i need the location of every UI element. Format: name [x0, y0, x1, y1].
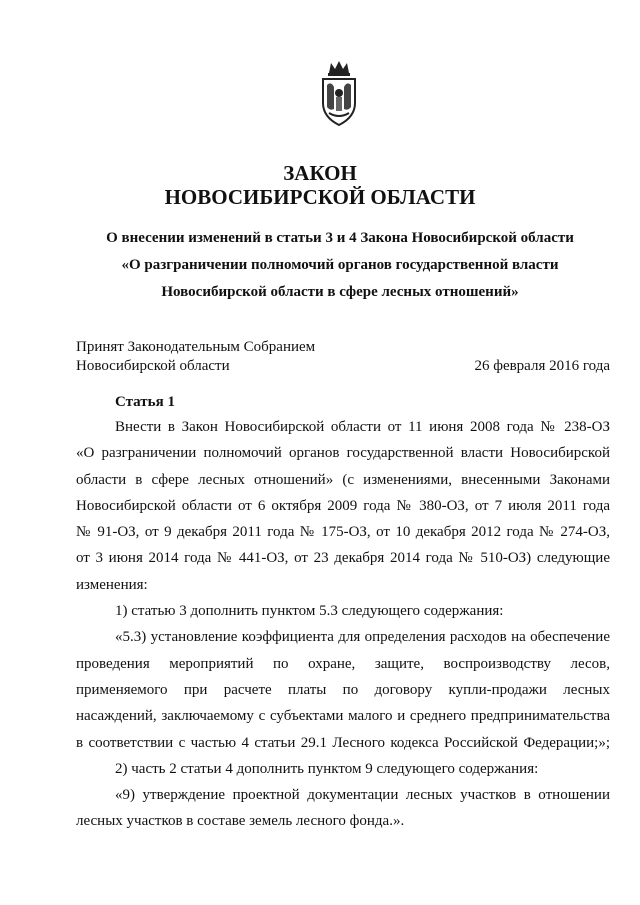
article-body	[76, 414, 610, 835]
body-line: Новосибирской области от 6 октября 2009 года № 380-ОЗ, от 7 июля 2011 года	[76, 497, 610, 514]
subtitle-line: «О разграничении полномочий органов государственной власти	[121, 257, 559, 273]
adopted-by-region: Новосибирской области	[76, 358, 230, 374]
body-line: 1) статью 3 дополнить пунктом 5.3 следующего содержания:	[115, 603, 504, 620]
body-line: Внести в Закон Новосибирской области от 11 июня 2008 года № 238-ОЗ	[115, 419, 610, 435]
adoption-block	[76, 338, 610, 376]
body-line: «9) утверждение проектной документации лесных участков в отношении	[115, 787, 610, 804]
body-line: № 91-ОЗ, от 9 декабря 2011 года № 175-ОЗ, от 10 декабря 2012 года № 274-ОЗ,	[76, 524, 610, 541]
title-line-2: НОВОСИБИРСКОЙ ОБЛАСТИ	[164, 185, 476, 209]
adoption-date: 26 февраля 2016 года	[474, 358, 610, 374]
coat-of-arms-icon	[315, 59, 363, 129]
adopted-by-line: Принят Законодательным Собранием	[76, 339, 316, 355]
law-subtitle	[60, 225, 620, 306]
article-heading: Статья 1	[115, 394, 175, 410]
subtitle-line: Новосибирской области в сфере лесных отношений»	[161, 284, 519, 300]
body-line: 2) часть 2 статьи 4 дополнить пунктом 9 следующего содержания:	[115, 760, 539, 777]
title-line-1: ЗАКОН	[283, 161, 357, 185]
body-line: «О разграничении полномочий органов государственной власти Новосибирской	[76, 445, 610, 462]
body-line: «5.3) установление коэффициента для определения расходов на обеспечение	[115, 629, 610, 646]
body-line: изменения:	[76, 576, 148, 593]
subtitle-line: О внесении изменений в статьи 3 и 4 Закона Новосибирской области	[106, 230, 574, 246]
body-line: применяемого при расчете платы по договору купли-продажи лесных	[76, 681, 610, 698]
body-line: от 3 июня 2014 года № 441-ОЗ, от 23 декабря 2014 года № 510-ОЗ) следующие	[76, 550, 610, 567]
body-line: проведения мероприятий по охране, защите, воспроизводству лесов,	[76, 655, 610, 672]
body-line: в соответствии с частью 4 статьи 29.1 Лесного кодекса Российской Федерации;»;	[76, 734, 610, 751]
body-line: насаждений, заключаемому с субъектами малого и среднего предпринимательства	[76, 708, 610, 725]
body-line: лесных участков в составе земель лесного фонда.».	[76, 813, 405, 830]
body-line: области в сфере лесных отношений» (с изменениями, внесенными Законами	[76, 471, 610, 488]
